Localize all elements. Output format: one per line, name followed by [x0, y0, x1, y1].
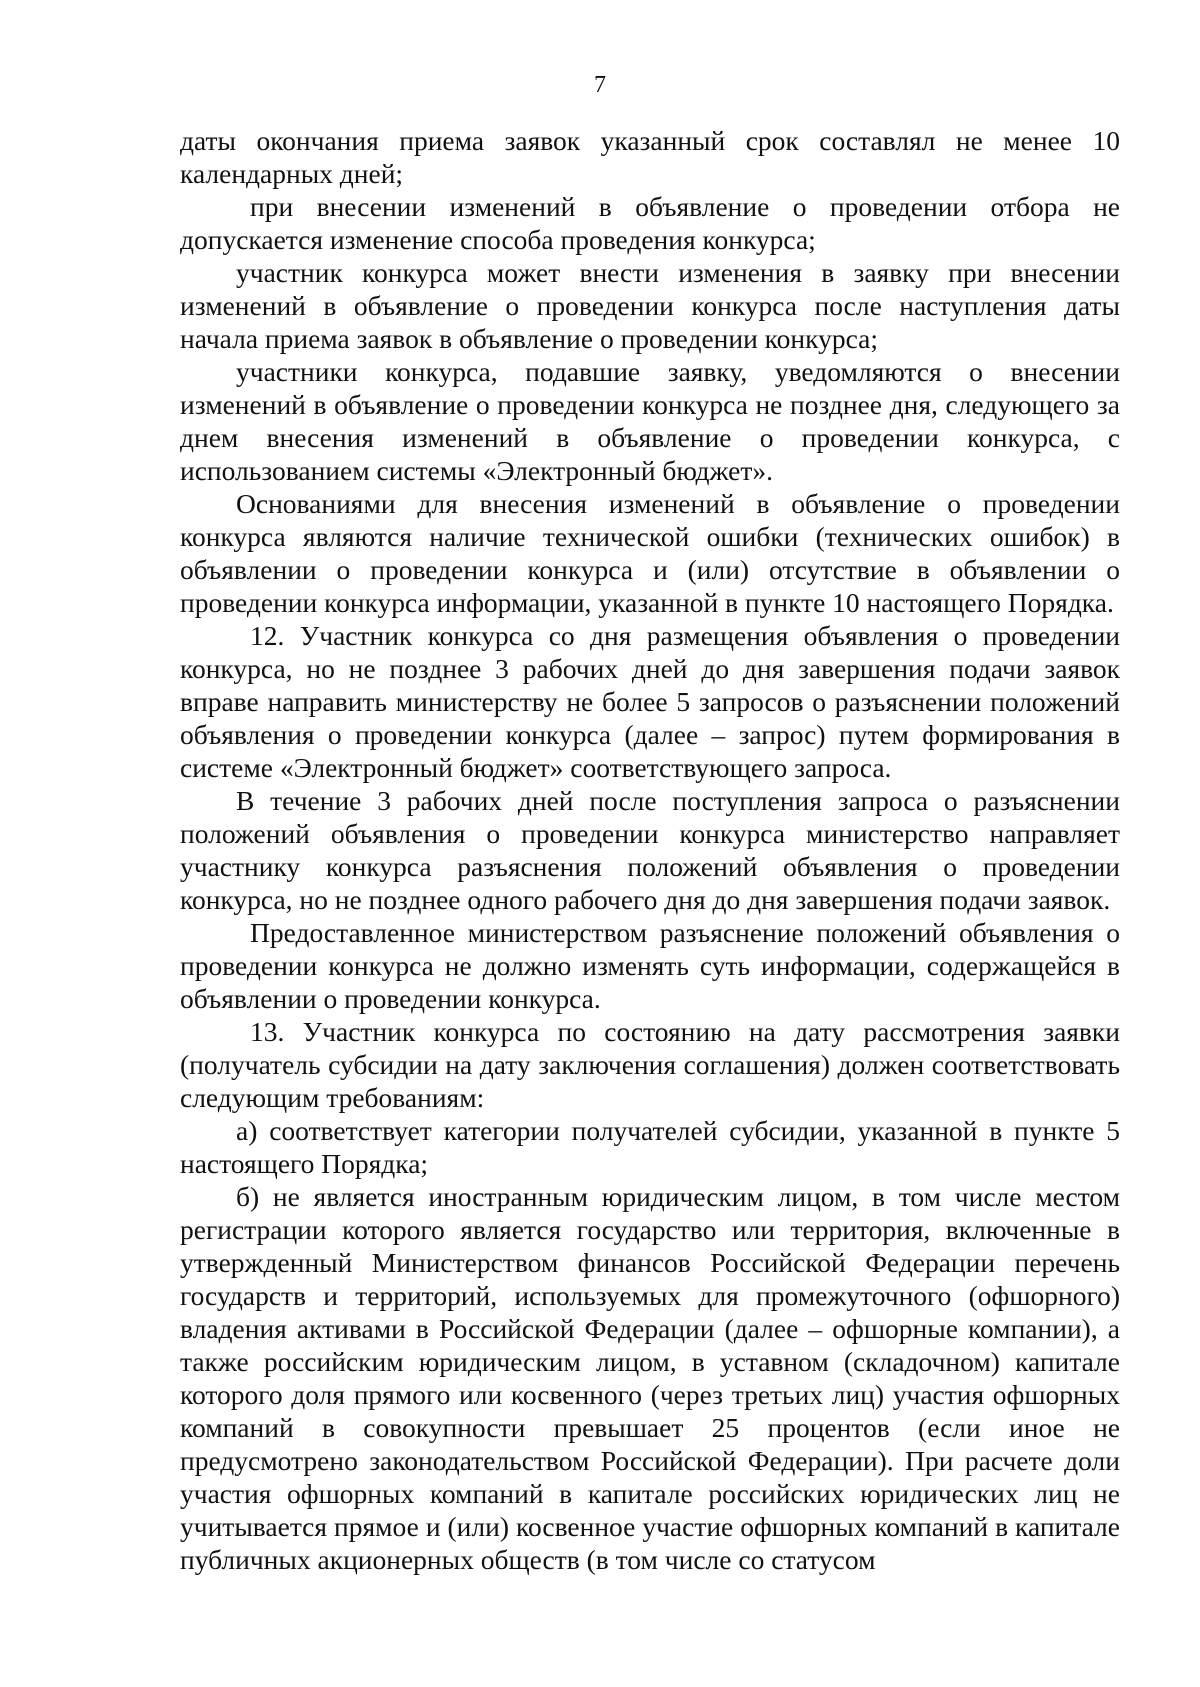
paragraph-grounds: Основаниями для внесения изменений в объявление о проведении конкурса являются наличие технической ошибки (технических ошибок) в объявлении о проведении конкурса и (или) отсутствие в объявлении о проведении конкурса информации, указанной в пункте 10 настоящего Порядка. — [180, 488, 1120, 618]
paragraph-change-method: при внесении изменений в объявление о проведении отбора не допускается изменение способа проведения конкурса; — [180, 191, 1120, 255]
paragraph-clarification-term: В течение 3 рабочих дней после поступления запроса о разъяснении положений объявления о проведении конкурса министерство направляет участнику конкурса разъяснения положений объявления о проведении конкурса, но не позднее одного рабочего дня до дня завершения подачи заявок. — [180, 785, 1120, 915]
paragraph-change-application: участник конкурса может внести изменения в заявку при внесении изменений в объявление о проведении конкурса после наступления даты начала приема заявок в объявление о проведении конкурса; — [180, 257, 1120, 354]
paragraph-continuation: даты окончания приема заявок указанный срок составлял не менее 10 календарных дней; — [180, 125, 1120, 189]
paragraph-subitem-a: а) соответствует категории получателей субсидии, указанной в пункте 5 настоящего Порядка; — [180, 1115, 1120, 1179]
paragraph-item-12: 12. Участник конкурса со дня размещения объявления о проведении конкурса, но не позднее 3 рабочих дней до дня завершения подачи заявок вправе направить министерству не более 5 запросов о разъяснении положений объявления о проведении конкурса (далее – запрос) путем формирования в системе «Электронный бюджет» соответствующего запроса. — [180, 620, 1120, 783]
paragraph-subitem-b: б) не является иностранным юридическим лицом, в том числе местом регистрации которого является государство или территория, включенные в утвержденный Министерством финансов Российской Федерации перечень государств и территорий, используемых для промежуточного (офшорного) владения активами в Российской Федерации (далее – офшорные компании), а также российским юридическим лицом, в уставном (складочном) капитале которого доля прямого или косвенного (через третьих лиц) участия офшорных компаний в совокупности превышает 25 процентов (если иное не предусмотрено законодательством Российской Федерации). При расчете доли участия офшорных компаний в капитале российских юридических лиц не учитывается прямое и (или) косвенное участие офшорных компаний в капитале публичных акционерных обществ (в том числе со статусом — [180, 1181, 1120, 1575]
document-body — [180, 124, 1120, 1576]
paragraph-notification: участники конкурса, подавшие заявку, уведомляются о внесении изменений в объявление о проведении конкурса не позднее дня, следующего за днем внесения изменений в объявление о проведении конкурса, с использованием системы «Электронный бюджет». — [180, 356, 1120, 486]
paragraph-clarification-content: Предоставленное министерством разъяснение положений объявления о проведении конкурса не должно изменять суть информации, содержащейся в объявлении о проведении конкурса. — [180, 917, 1120, 1014]
page-number: 7 — [594, 72, 606, 98]
paragraph-item-13: 13. Участник конкурса по состоянию на дату рассмотрения заявки (получатель субсидии на дату заключения соглашения) должен соответствовать следующим требованиям: — [180, 1016, 1120, 1113]
